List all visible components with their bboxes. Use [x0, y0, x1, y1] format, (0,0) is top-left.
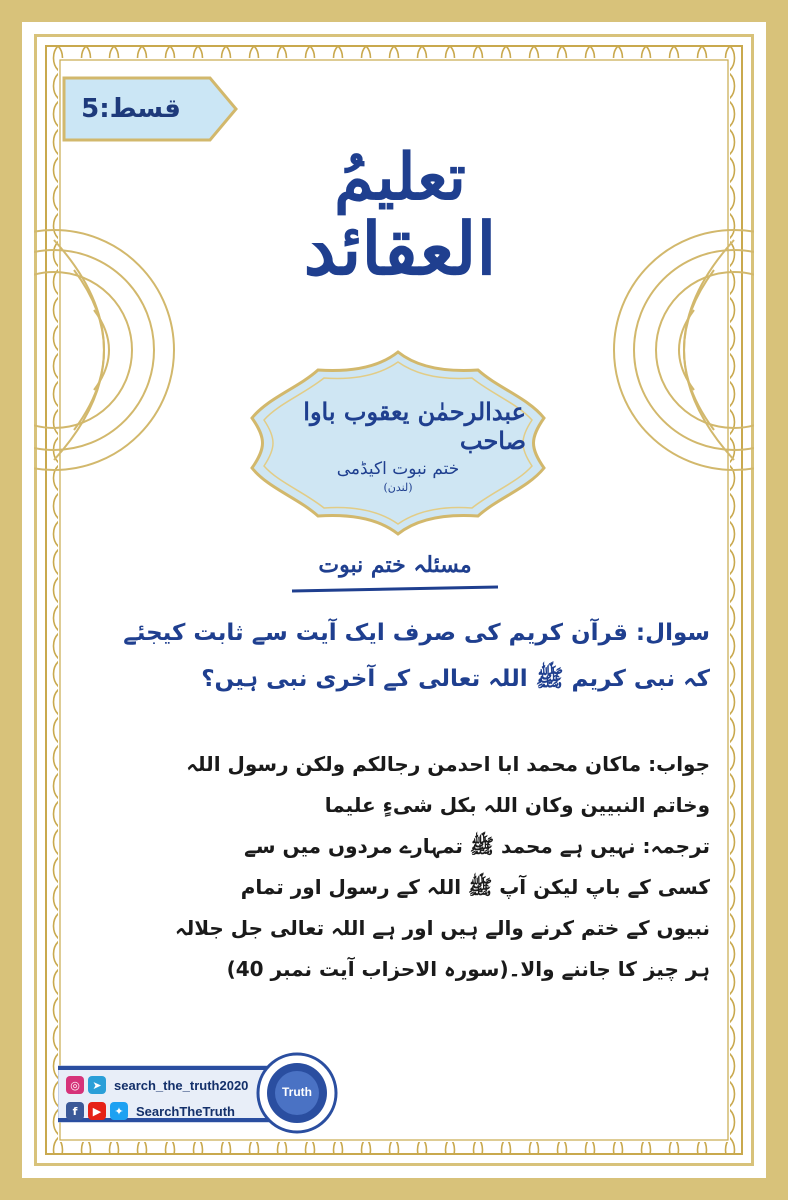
- social-handle-1[interactable]: search_the_truth2020: [114, 1077, 249, 1093]
- author-city: (لندن): [383, 480, 413, 494]
- title-line-2: العقائد: [303, 205, 497, 291]
- answer-line-2: وخاتم النبیین وکان اللہ بکل شیءٍ علیما: [324, 793, 710, 817]
- topic-underline: [290, 585, 500, 593]
- translation-line-1: ترجمہ: نہیں ہے محمد ﷺ تمہارے مردوں میں سے: [244, 834, 710, 858]
- author-name: عبدالرحمٰن یعقوب باوا صاحب: [303, 396, 526, 455]
- social-row-1: [66, 1072, 248, 1098]
- title-line-1: تعلیمُ: [334, 139, 466, 215]
- social-handle-2[interactable]: SearchTheTruth: [136, 1103, 235, 1119]
- right-rosette-ornament: [584, 200, 754, 500]
- page-title: [250, 100, 550, 330]
- author-organization: ختم نبوت اکیڈمی: [336, 458, 460, 479]
- instagram-icon[interactable]: ◎: [66, 1076, 84, 1094]
- translation-line-2: کسی کے باپ لیکن آپ ﷺ اللہ کے رسول اور تمام: [240, 875, 710, 899]
- episode-label: قسط:5: [81, 94, 181, 124]
- left-rosette-ornament: [34, 200, 204, 500]
- question-block: [80, 610, 710, 720]
- twitter-icon[interactable]: ✦: [110, 1102, 128, 1120]
- youtube-icon[interactable]: ▶: [88, 1102, 106, 1120]
- social-row-2: [66, 1098, 235, 1124]
- author-block: [270, 385, 526, 505]
- question-line-1: سوال: قرآن کریم کی صرف ایک آیت سے ثابت کیجئے: [123, 620, 710, 646]
- topic-heading: مسئلہ ختم نبوت: [318, 552, 472, 578]
- answer-block: [80, 744, 710, 1054]
- answer-line-1: جواب: ماکان محمد ابا احدمن رجالکم ولکن رسول اللہ: [186, 752, 710, 776]
- telegram-icon[interactable]: ➤: [88, 1076, 106, 1094]
- logo-word: Truth: [282, 1085, 312, 1099]
- translation-line-4: ہر چیز کا جاننے والا۔(سورہ الاحزاب آیت نمبر 40): [226, 957, 710, 981]
- question-line-2: کہ نبی کریم ﷺ اللہ تعالی کے آخری نبی ہیں؟: [201, 666, 710, 692]
- facebook-icon[interactable]: f: [66, 1102, 84, 1120]
- translation-line-3: نبیوں کے ختم کرنے والے ہیں اور ہے اللہ تعالی جل جلالہ: [175, 916, 710, 940]
